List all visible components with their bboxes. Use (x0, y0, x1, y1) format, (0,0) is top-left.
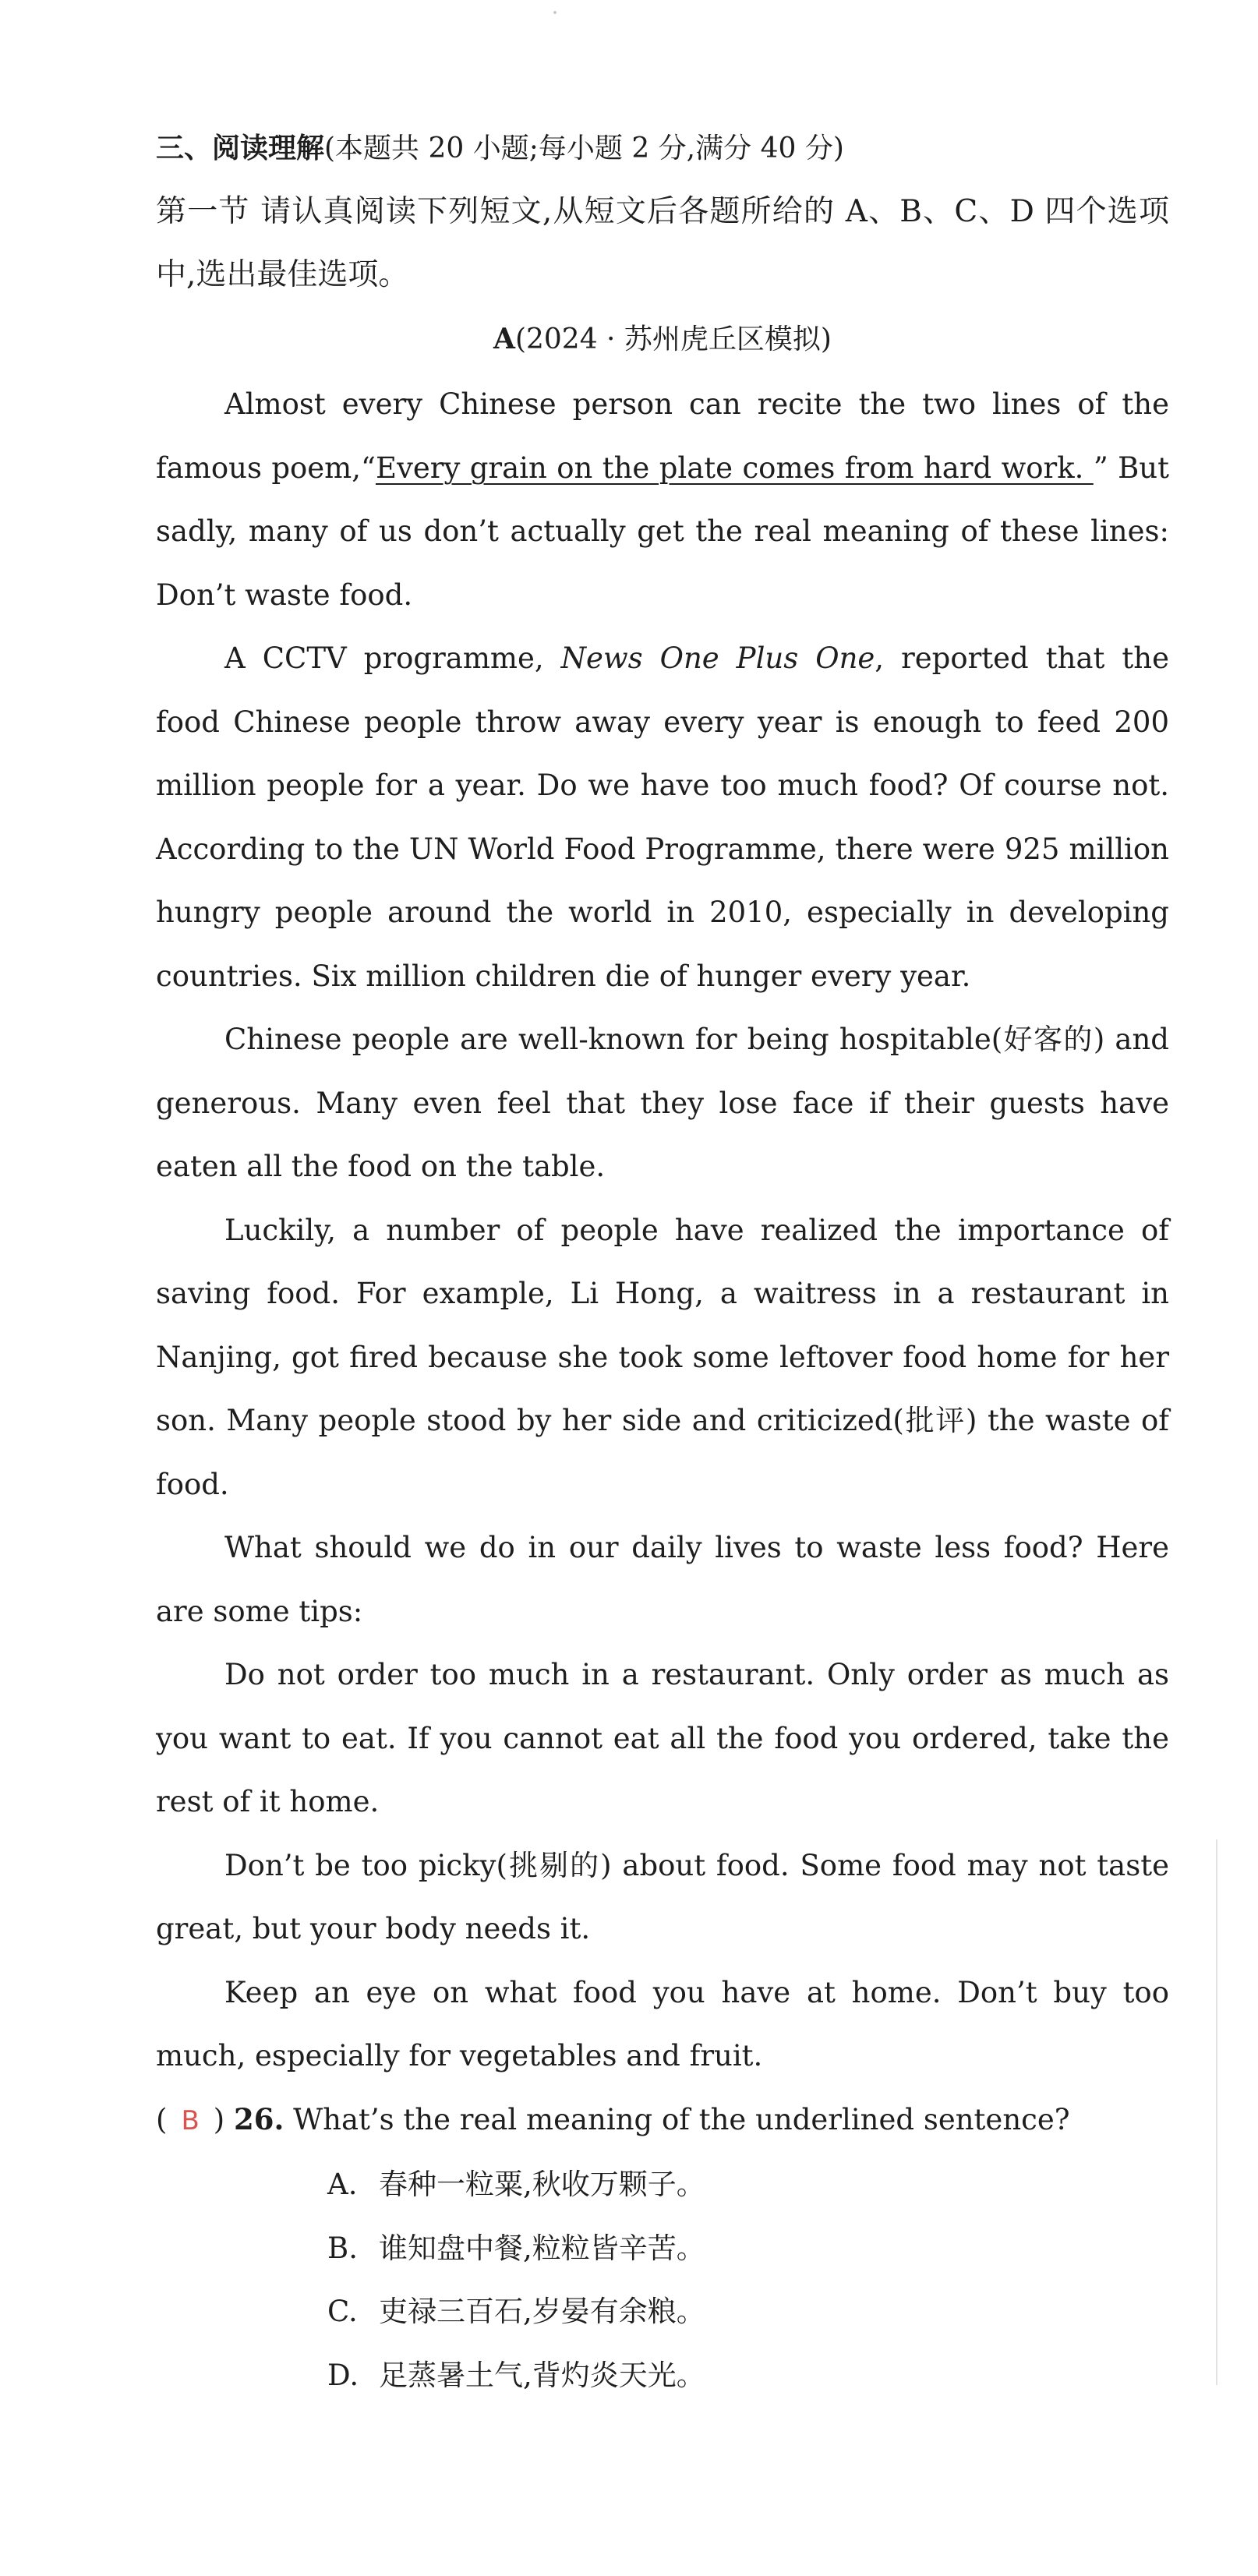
option-c (327, 2280, 1169, 2344)
option-label: A. (327, 2168, 358, 2201)
option-label: D. (327, 2358, 359, 2392)
paragraph-7: Don’t be too picky(挑剔的) about food. Some food may not taste great, but your body needs it. (156, 1848, 1169, 1945)
option-d (327, 2344, 1169, 2408)
paragraph-1-before: Almost every Chinese person can recite the two lines of the famous poem,“ (156, 387, 1169, 485)
underlined-sentence: Every grain on the plate comes from hard work. (375, 451, 1094, 485)
passage-source: (2024 · 苏州虎丘区模拟) (514, 323, 832, 355)
section-heading-lead: 三、阅读理解 (156, 132, 325, 164)
paragraph-4: Luckily, a number of people have realized the importance of saving food. For example, Li Hong, a waitress in a restaurant in Nanjing, got fired because she took some leftover food home for her son. Many people stood by her side and criticized(批评) the waste of food. (156, 1213, 1169, 1501)
option-label: B. (327, 2231, 358, 2265)
paragraph-3: Chinese people are well-known for being hospitable(好客的) and generous. Many even feel that they lose face if their guests have eaten all the food on the table. (156, 1023, 1169, 1183)
paragraph-6: Do not order too much in a restaurant. Only order as much as you want to eat. If you cannot eat all the food you ordered, take the rest of it home. (156, 1658, 1169, 1818)
programme-name: News One Plus One (560, 641, 875, 675)
margin-rule (1216, 1839, 1217, 2385)
instruction-text: 第一节 请认真阅读下列短文,从短文后各题所给的 A、B、C、D 四个选项中,选出最佳选项。 (156, 194, 1169, 292)
paragraph-2-before: A CCTV programme, (224, 641, 561, 675)
answer-close-paren: ) (213, 2102, 225, 2136)
answer-open-paren: ( (156, 2102, 168, 2136)
passage-title (156, 306, 1169, 373)
option-text: 足蒸暑土气,背灼炎天光。 (379, 2358, 705, 2392)
paragraph-1-after: ” But sadly, many of us don’t actually get the real meaning of these lines: Don’t waste food. (156, 451, 1170, 612)
worksheet-page (156, 117, 1169, 2407)
paragraph-1 (156, 373, 1169, 627)
option-text: 春种一粒粟,秋收万颗子。 (379, 2168, 705, 2201)
option-text: 谁知盘中餐,粒粒皆辛苦。 (379, 2231, 705, 2265)
paragraph-2 (156, 627, 1169, 1008)
paragraph-8: Keep an eye on what food you have at home. Don’t buy too much, especially for vegetables and fruit. (156, 1975, 1169, 2072)
answer-options (156, 2153, 1169, 2407)
answer-mark: B (181, 2104, 200, 2136)
section-heading (156, 117, 1169, 180)
section-heading-note: (本题共 20 小题;每小题 2 分,满分 40 分) (324, 133, 844, 164)
option-label: C. (327, 2295, 358, 2328)
option-b (327, 2217, 1169, 2281)
option-a (327, 2153, 1169, 2217)
question-26 (156, 2088, 1169, 2154)
question-number: 26. (233, 2101, 284, 2136)
question-text: What’s the real meaning of the underlined sentence? (293, 2102, 1070, 2136)
paragraph-2-after: , reported that the food Chinese people throw away every year is enough to feed 200 million people for a year. Do we have too much food? Of course not. According to the UN World Food Programme, there were 925 million hungry people around the world in 2010, especially in developing countries. Six million children die of hunger every year. (156, 641, 1169, 993)
scan-dot (553, 11, 557, 14)
passage-letter: A (493, 323, 515, 355)
paragraph-5: What should we do in our daily lives to waste less food? Here are some tips: (156, 1531, 1169, 1628)
option-text: 吏禄三百石,岁晏有余粮。 (379, 2295, 705, 2328)
